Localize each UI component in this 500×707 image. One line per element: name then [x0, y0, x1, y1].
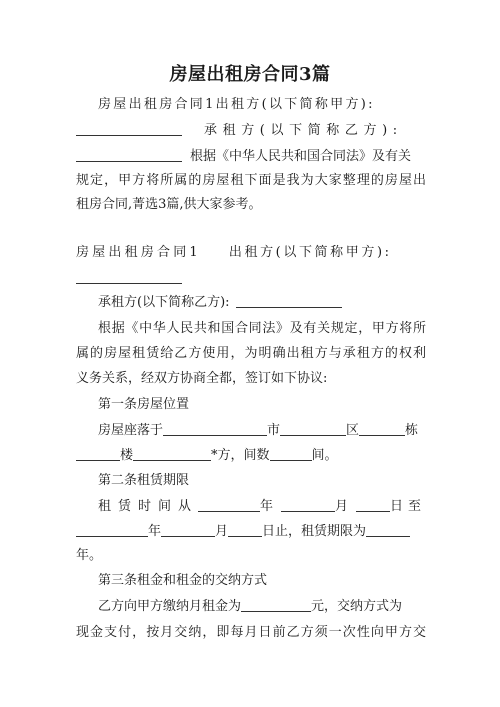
blank-field [198, 498, 260, 512]
blank-field [366, 523, 410, 537]
text: 乙方向甲方缴纳月租金为 [98, 599, 242, 614]
rent-line-2: 现金支付，按月交纳，即每月日前乙方须一次性向甲方交 [76, 625, 426, 640]
text: 楼 [120, 448, 134, 463]
blank-field [76, 447, 120, 461]
blank-field [270, 447, 312, 461]
term-line-1 [98, 498, 426, 516]
landlord-blank-line [76, 270, 426, 288]
intro-line-1: 房屋出租房合同1出租方(以下简称甲方): [98, 97, 375, 112]
text: 栋 [405, 423, 419, 438]
blank-field [163, 422, 267, 436]
intro-line-3 [76, 148, 426, 166]
tenant-label: 承租方(以下简称乙方): [98, 295, 230, 310]
text: 年 [148, 524, 162, 539]
contract-heading-line [76, 244, 426, 262]
text: 日止，租赁期限为 [262, 524, 367, 539]
blank-field [76, 148, 182, 162]
term-line-3: 年。 [76, 548, 103, 563]
blank-field [359, 422, 405, 436]
intro-line-4: 规定，甲方将所属的房屋租下面是我为大家整理的房屋出 [76, 173, 426, 188]
text: 日至 [390, 499, 427, 514]
blank-field [241, 598, 311, 612]
tenant-label: 承租方(以下简称乙方): [204, 123, 403, 138]
para-line-3: 义务关系，经双方协商全都，签订如下协议: [76, 371, 328, 386]
para-line-2: 属的房屋租赁给乙方使用，为明确出租方与承租方的权利 [76, 346, 426, 361]
text: 间。 [311, 448, 338, 463]
text: *方，间数 [211, 448, 270, 463]
text: 租赁时间从 [98, 499, 199, 514]
blank-field [76, 270, 182, 284]
blank-field [228, 523, 262, 537]
contract-heading: 房屋出租房合同1 [76, 245, 201, 260]
blank-field [76, 523, 148, 537]
term-line-2 [76, 523, 426, 541]
article-2-heading: 第二条租赁期限 [98, 473, 190, 488]
blank-field [76, 122, 182, 136]
tenant-line [98, 294, 426, 312]
intro-line-5: 租房合同,菁选3篇,供大家参考。 [76, 197, 262, 212]
landlord-label: 出租方(以下简称甲方): [228, 245, 392, 260]
text: 市 [267, 423, 281, 438]
text: 区 [346, 423, 360, 438]
blank-field [280, 422, 346, 436]
blank-field [356, 498, 390, 512]
article-1-heading: 第一条房屋位置 [98, 397, 190, 412]
document-title: 房屋出租房合同3篇 [169, 64, 331, 85]
location-line-1 [98, 422, 426, 440]
article-3-heading: 第三条租金和租金的交纳方式 [98, 573, 268, 588]
intro-line-2 [76, 122, 426, 140]
rent-line-1 [98, 598, 426, 616]
text: 年 [260, 499, 274, 514]
text: 房屋座落于 [98, 423, 164, 438]
text: 元，交纳方式为 [311, 599, 403, 614]
blank-field [281, 498, 335, 512]
location-line-2 [76, 447, 426, 465]
text: 月 [335, 499, 349, 514]
intro-text: 根据《中华人民共和国合同法》及有关 [190, 149, 412, 164]
blank-field [236, 294, 342, 308]
blank-field [133, 447, 211, 461]
text: 月 [215, 524, 229, 539]
blank-field [161, 523, 215, 537]
para-line-1: 根据《中华人民共和国合同法》及有关规定，甲方将所 [98, 321, 426, 336]
